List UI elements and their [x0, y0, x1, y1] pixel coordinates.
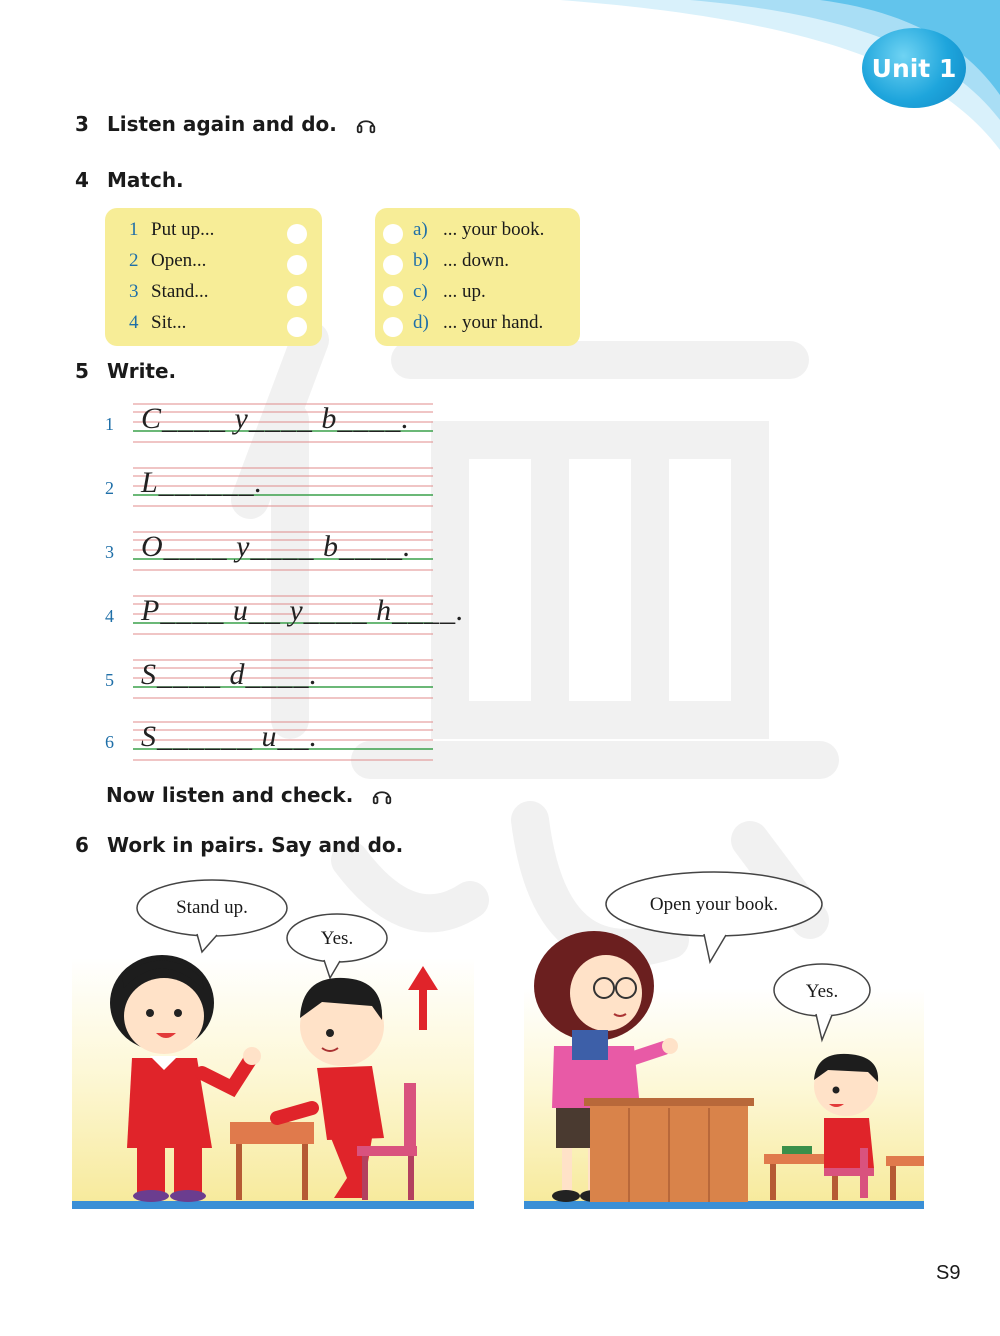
write-row-3[interactable]: 3 O____ y____ b____. — [105, 526, 435, 586]
match-dot-right-c[interactable] — [383, 286, 403, 306]
match-dot-right-d[interactable] — [383, 317, 403, 337]
page-number: S9 — [936, 1262, 961, 1284]
write-row-1[interactable]: 1 C____ y____ b____. — [105, 398, 435, 458]
bubble-text: Open your book. — [649, 894, 779, 915]
write-row-text: O____ y____ b____. — [141, 530, 412, 563]
write-row-5[interactable]: 5 S____ d____. — [105, 654, 435, 714]
exercise-number: 6 — [75, 833, 89, 857]
headphones-icon[interactable] — [355, 113, 377, 135]
exercise-number: 5 — [75, 359, 89, 383]
match-dot-left-4[interactable] — [287, 317, 307, 337]
speech-bubble — [606, 872, 822, 962]
write-row-6[interactable]: 6 S______ u__. — [105, 716, 435, 776]
exercise-title: Listen again and do. — [107, 112, 337, 136]
exercise-6-heading — [75, 833, 403, 857]
exercise-5-heading — [75, 359, 176, 383]
teacher-desk — [584, 1098, 754, 1202]
unit-badge: Unit 1 — [862, 28, 966, 108]
speech-bubble — [137, 880, 287, 952]
match-dot-left-2[interactable] — [287, 255, 307, 275]
write-row-text: L______. — [141, 466, 264, 499]
match-right-item: d) ... your hand. — [413, 312, 544, 333]
listen-check-instruction: Now listen and check. — [106, 783, 393, 807]
match-right-item: b) ... down. — [413, 250, 509, 271]
exercise-number: 3 — [75, 112, 89, 136]
match-left-item: 2 Open... — [129, 250, 207, 271]
scene-open-book — [524, 868, 924, 1213]
match-left-item: 3 Stand... — [129, 281, 209, 302]
match-dot-left-1[interactable] — [287, 224, 307, 244]
match-left-item: 4 Sit... — [129, 312, 187, 333]
write-row-text: C____ y____ b____. — [141, 402, 410, 435]
write-row-text: S______ u__. — [141, 720, 318, 753]
match-dot-right-b[interactable] — [383, 255, 403, 275]
bubble-text: Yes. — [805, 981, 839, 1002]
exercise-title: Work in pairs. Say and do. — [107, 833, 404, 857]
bubble-text: Yes. — [320, 928, 354, 949]
scene-stand-up — [72, 878, 474, 1213]
write-row-4[interactable]: 4 P____ u__ y____ h____. — [105, 590, 435, 650]
write-row-text: P____ u__ y____ h____. — [141, 594, 465, 627]
match-left-item: 1 Put up... — [129, 219, 215, 240]
match-left-box — [105, 208, 322, 346]
match-dot-left-3[interactable] — [287, 286, 307, 306]
exercise-title: Match. — [107, 168, 184, 192]
headphones-icon[interactable] — [371, 784, 393, 806]
exercise-number: 4 — [75, 168, 89, 192]
bubble-text: Stand up. — [176, 897, 248, 918]
exercise-4-heading — [75, 168, 184, 192]
exercise-title: Write. — [107, 359, 177, 383]
match-right-item: c) ... up. — [413, 281, 486, 302]
match-right-box — [375, 208, 580, 346]
exercise-3-heading — [75, 112, 377, 136]
match-right-item: a) ... your book. — [413, 219, 545, 240]
write-row-text: S____ d____. — [141, 658, 318, 691]
match-dot-right-a[interactable] — [383, 224, 403, 244]
write-row-2[interactable]: 2 L______. — [105, 462, 435, 522]
